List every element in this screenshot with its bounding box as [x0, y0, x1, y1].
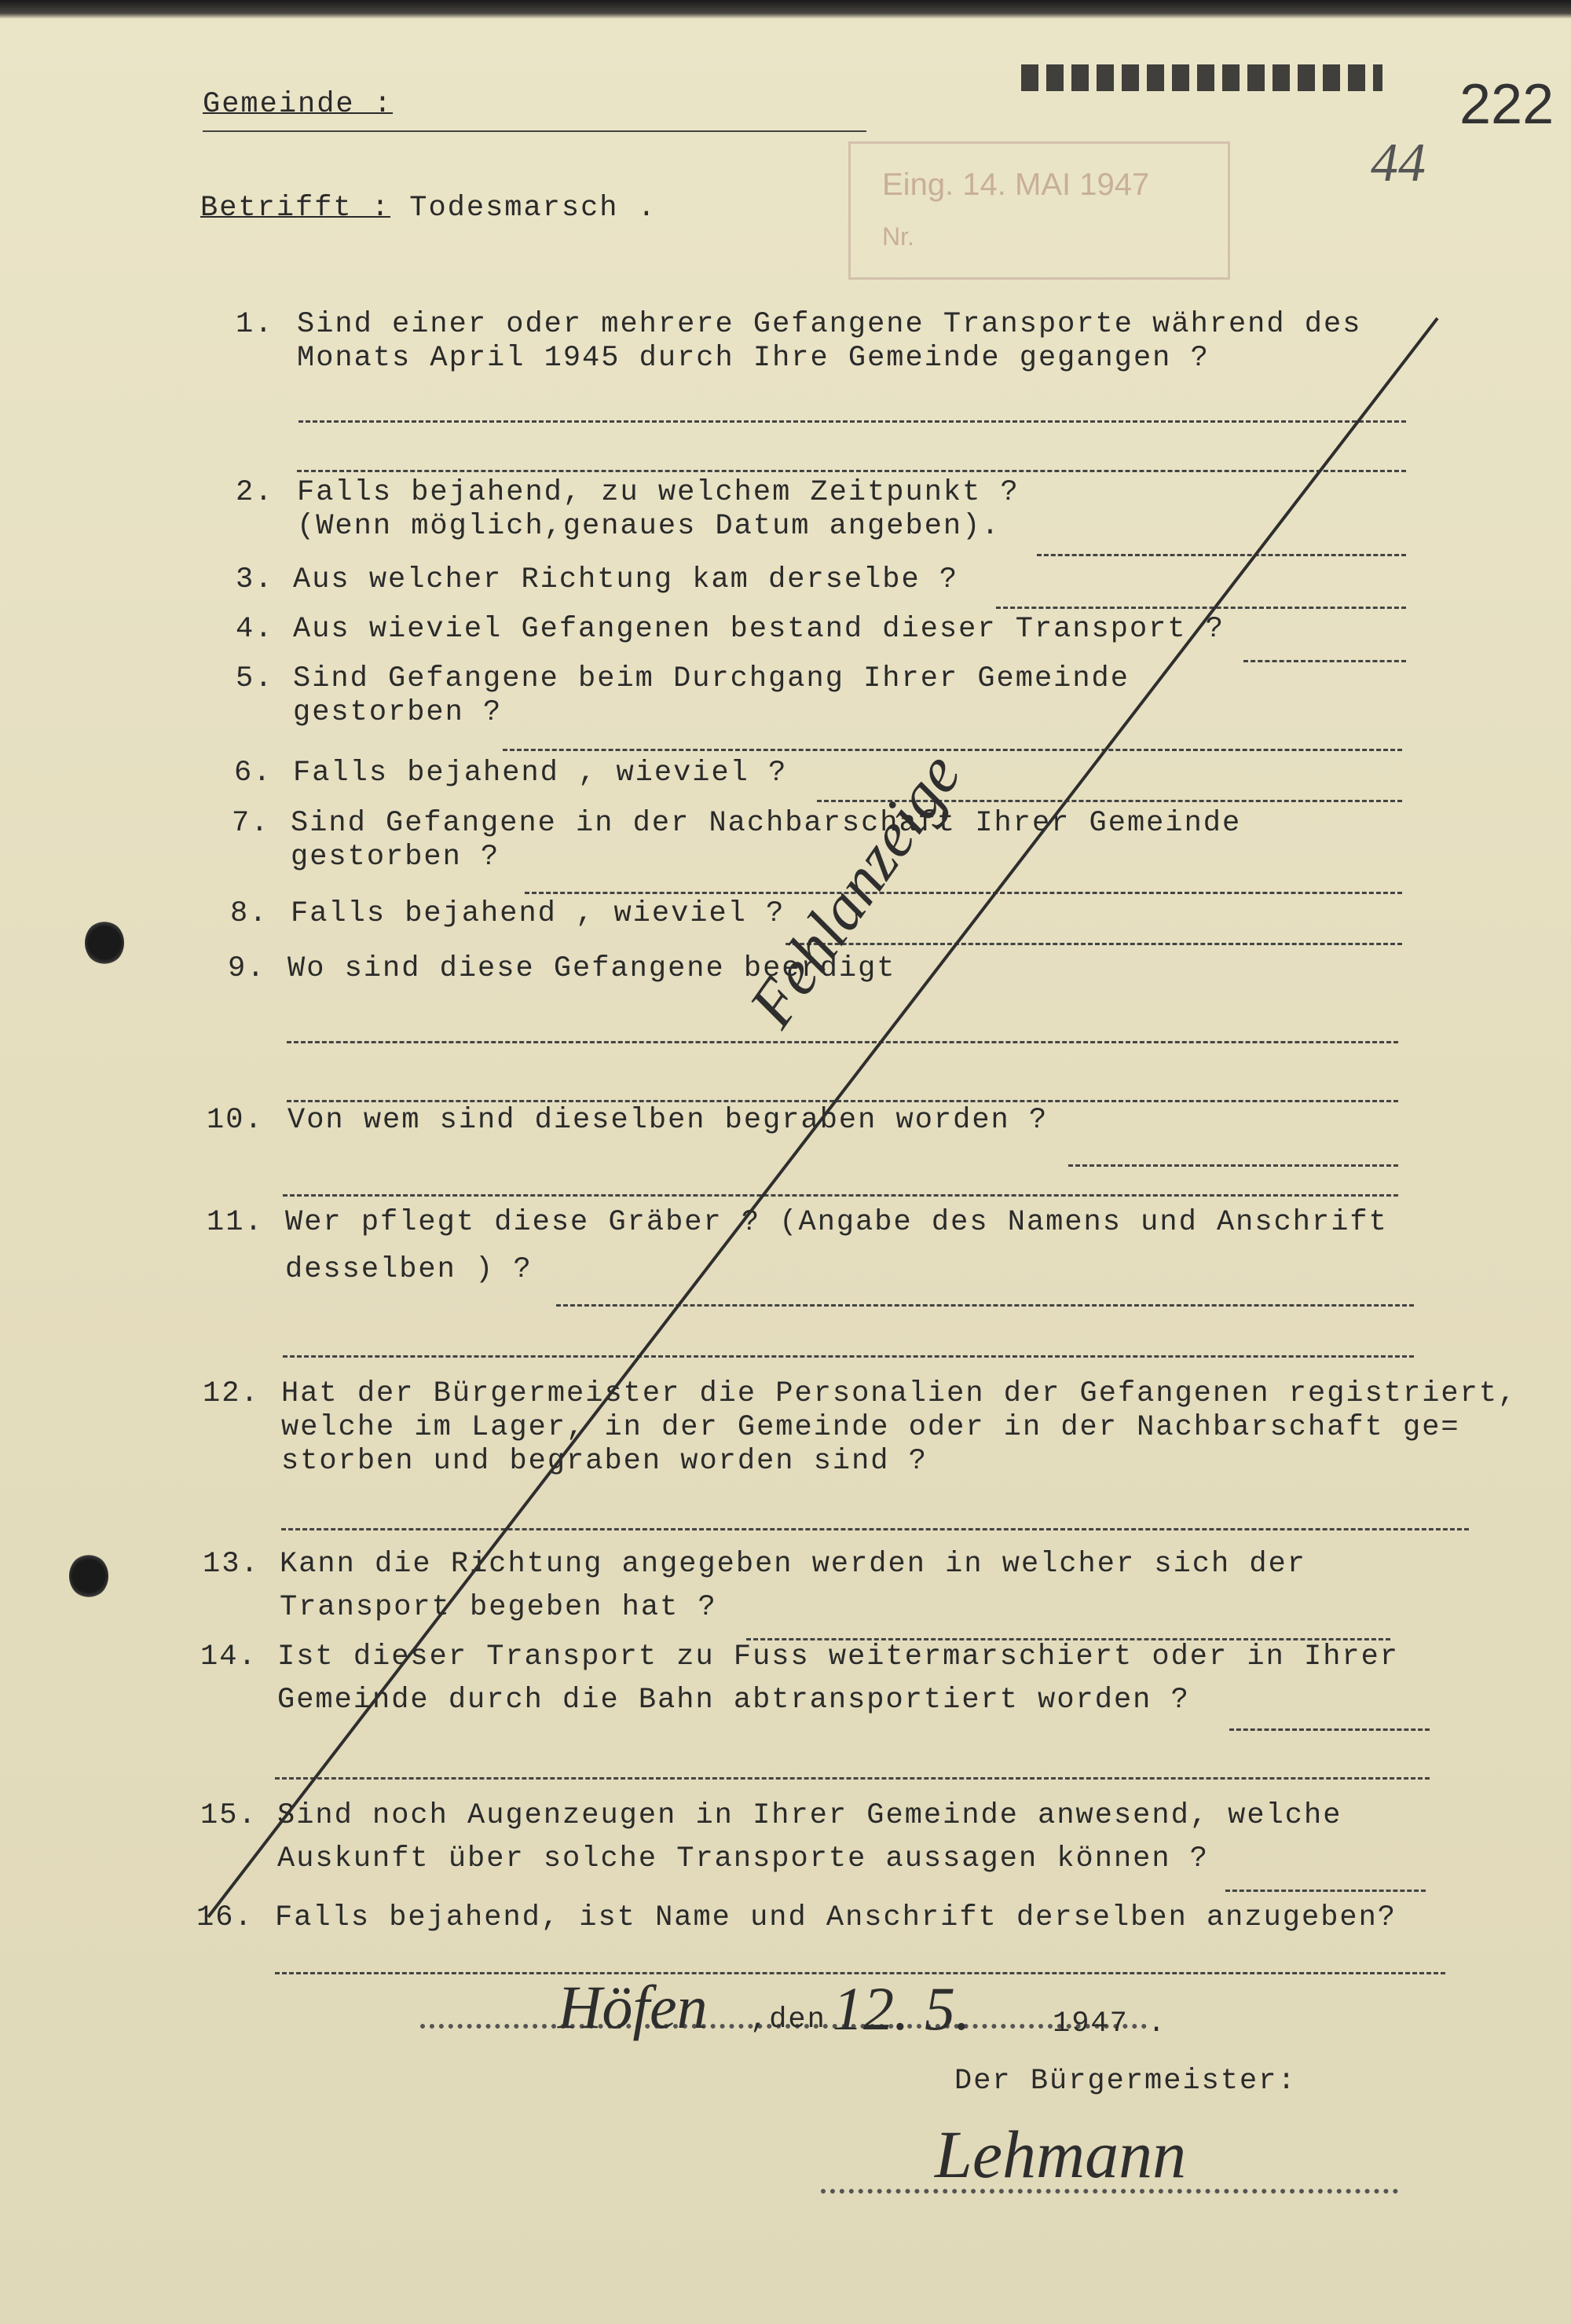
question-text: Sind Gefangene in der Nachbarschaft Ihrer Gemeinde: [291, 807, 1242, 840]
question-text: gestorben ?: [291, 841, 500, 874]
question-text: Aus wieviel Gefangenen bestand dieser Transport ?: [293, 613, 1225, 646]
question-number: 4.: [236, 613, 274, 646]
betrifft-value: Todesmarsch .: [409, 192, 657, 225]
page-number: 222: [1459, 73, 1555, 136]
question-text: Sind einer oder mehrere Gefangene Transporte während des: [297, 308, 1362, 341]
buergermeister-label: Der Bürgermeister:: [954, 2065, 1297, 2098]
question-text: Falls bejahend, ist Name und Anschrift derselben anzugeben?: [275, 1901, 1397, 1934]
question-text: Ist dieser Transport zu Fuss weitermarschiert oder in Ihrer: [277, 1640, 1400, 1673]
question-number: 8.: [230, 897, 269, 930]
question-text: desselben ) ?: [285, 1253, 533, 1286]
gemeinde-label: Gemeinde :: [203, 88, 394, 121]
den-label: ,den: [750, 2003, 826, 2036]
fehlanzeige-note: Fehlanzeige: [734, 740, 975, 1039]
question-text: Falls bejahend , wieviel ?: [293, 757, 788, 790]
question-text: gestorben ?: [293, 696, 503, 729]
question-text: Wer pflegt diese Gräber ? (Angabe des Namens und Anschrift: [285, 1206, 1388, 1239]
betrifft-label: Betrifft :: [200, 192, 391, 225]
question-number: 6.: [234, 757, 273, 790]
signature: Lehmann: [935, 2117, 1187, 2192]
stamp-date: Eing. 14. MAI 1947: [882, 167, 1150, 202]
question-text: Hat der Bürgermeister die Personalien der Gefangenen registriert,: [281, 1377, 1518, 1410]
year-label: 1947 .: [1053, 2007, 1167, 2040]
handwritten-date: 12. 5.: [833, 1974, 971, 2043]
question-text: Falls bejahend , wieviel ?: [291, 897, 786, 930]
question-number: 3.: [236, 563, 274, 596]
question-number: 7.: [232, 807, 270, 840]
question-number: 13.: [203, 1548, 260, 1581]
question-text: Aus welcher Richtung kam derselbe ?: [293, 563, 959, 596]
question-text: storben und begraben worden sind ?: [281, 1445, 928, 1478]
question-text: welche im Lager, in der Gemeinde oder in der Nachbarschaft ge=: [281, 1411, 1460, 1444]
question-text: Transport begeben hat ?: [280, 1591, 717, 1624]
question-number: 12.: [203, 1377, 260, 1410]
pencil-number: 44: [1371, 133, 1426, 193]
question-text: Monats April 1945 durch Ihre Gemeinde gegangen ?: [297, 342, 1210, 375]
question-text: Auskunft über solche Transporte aussagen können ?: [277, 1842, 1209, 1875]
cancellation-stroke: [208, 318, 1437, 1917]
handwritten-place: Höfen: [558, 1973, 708, 2041]
question-text: Sind Gefangene beim Durchgang Ihrer Gemeinde: [293, 662, 1130, 695]
question-text: (Wenn möglich,genaues Datum angeben).: [297, 510, 1001, 543]
question-number: 16.: [196, 1901, 254, 1934]
question-text: Wo sind diese Gefangene beerdigt: [287, 952, 896, 985]
question-number: 5.: [236, 662, 274, 695]
question-number: 11.: [207, 1206, 264, 1239]
question-number: 15.: [200, 1799, 258, 1832]
stamp-nr: Nr.: [882, 222, 914, 251]
question-number: 1.: [236, 308, 274, 341]
question-text: Falls bejahend, zu welchem Zeitpunkt ?: [297, 476, 1020, 509]
question-number: 14.: [200, 1640, 258, 1673]
question-text: Kann die Richtung angegeben werden in welcher sich der: [280, 1548, 1306, 1581]
question-text: Gemeinde durch die Bahn abtransportiert worden ?: [277, 1684, 1190, 1717]
question-number: 10.: [207, 1104, 264, 1137]
question-number: 9.: [228, 952, 266, 985]
question-text: Von wem sind dieselben begraben worden ?: [287, 1104, 1049, 1137]
question-text: Sind noch Augenzeugen in Ihrer Gemeinde anwesend, welche: [277, 1799, 1342, 1832]
question-number: 2.: [236, 476, 274, 509]
